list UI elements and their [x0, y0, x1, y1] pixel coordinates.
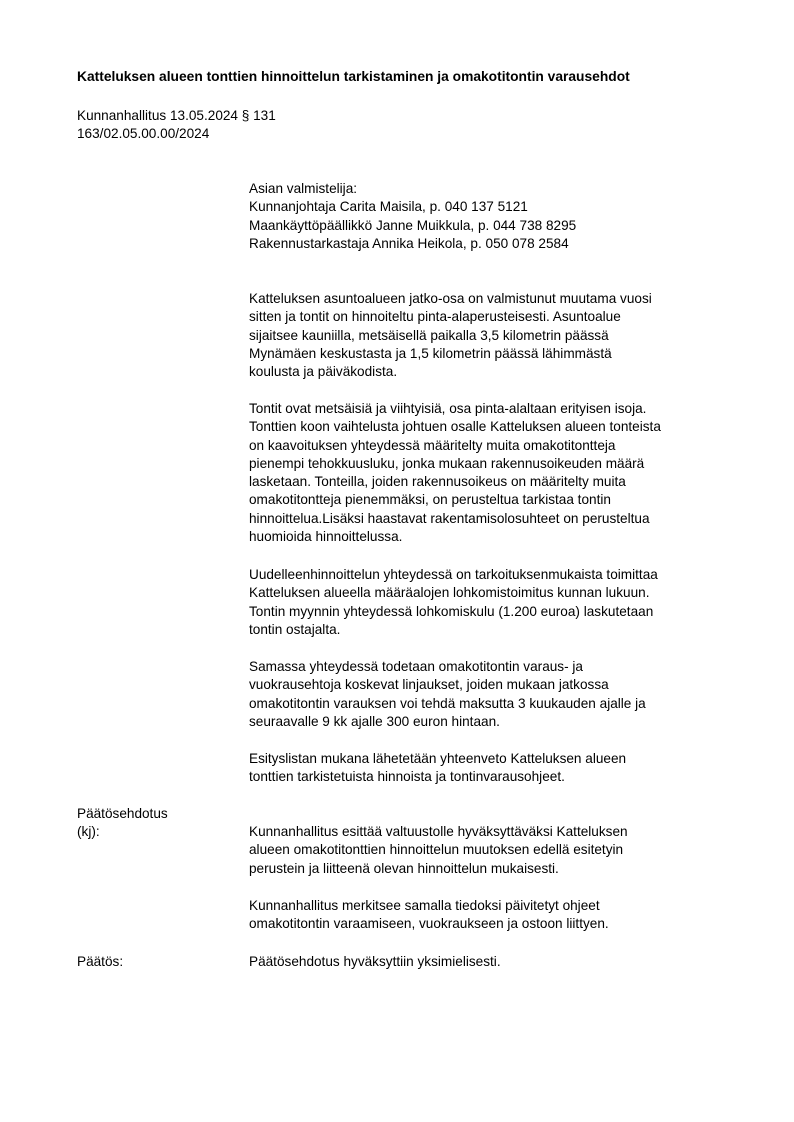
paragraph-line: on kaavoituksen yhteydessä määritelty muita omakotitontteja — [249, 437, 616, 453]
paragraph-line: omakotitontin varauksen voi tehdä maksutta 3 kuukauden ajalle ja — [249, 695, 646, 711]
proposal-paragraph-1 — [249, 823, 749, 878]
preparer-block — [249, 180, 749, 253]
paragraph-line: Tontit ovat metsäisiä ja viihtyisiä, osa pinta-alaltaan erityisen isoja. — [249, 401, 647, 416]
proposal-label-line-2: (kj): — [77, 824, 100, 840]
meeting-reference: Kunnanhallitus 13.05.2024 § 131 — [77, 108, 276, 123]
paragraph-line: Katteluksen alueella määräalojen lohkomistoimitus kunnan lukuun. — [249, 585, 650, 601]
paragraph-line: sitten ja tontit on hinnoiteltu pinta-alaperusteisesti. Asuntoalue — [249, 309, 621, 325]
body-paragraph-1 — [249, 290, 749, 381]
paragraph-line: lasketaan. Tonteilla, joiden rakennusoikeus on määritelty muita — [249, 474, 626, 490]
paragraph-line: Uudelleenhinnoittelun yhteydessä on tarkoituksenmukaista toimittaa — [249, 567, 658, 582]
body-paragraph-2 — [249, 400, 749, 546]
paragraph-line: Mynämäen keskustasta ja 1,5 kilometrin päässä lähimmästä — [249, 345, 612, 361]
paragraph-line: hinnoittelua.Lisäksi haastavat rakentamisolosuhteet on perusteltua — [249, 510, 650, 526]
proposal-label — [77, 805, 237, 842]
paragraph-line: koulusta ja päiväkodista. — [249, 364, 398, 380]
paragraph-line: sijaitsee kauniilla, metsäisellä paikalla 3,5 kilometrin päässä — [249, 327, 609, 343]
paragraph-line: Tontin myynnin yhteydessä lohkomiskulu (1.200 euroa) laskutetaan — [249, 603, 654, 619]
document-title: Katteluksen alueen tonttien hinnoittelun tarkistaminen ja omakotitontin varausehdot — [77, 69, 630, 84]
body-paragraph-5 — [249, 750, 749, 787]
preparer-person: Maankäyttöpäällikkö Janne Muikkula, p. 044 738 8295 — [249, 217, 577, 233]
paragraph-line: Kunnanhallitus esittää valtuustolle hyväksyttäväksi Katteluksen — [249, 824, 628, 839]
body-paragraph-3 — [249, 566, 749, 639]
record-id: 163/02.05.00.00/2024 — [77, 126, 210, 142]
decision-label: Päätös: — [77, 954, 124, 969]
paragraph-line: Samassa yhteydessä todetaan omakotitontin varaus- ja — [249, 659, 583, 674]
paragraph-line: seuraavalle 9 kk ajalle 300 euron hintaan. — [249, 713, 500, 729]
paragraph-line: tontin ostajalta. — [249, 621, 341, 637]
paragraph-line: pienempi tehokkuusluku, jonka mukaan rakennusoikeuden määrä — [249, 455, 645, 471]
paragraph-line: Esityslistan mukana lähetetään yhteenveto Katteluksen alueen — [249, 751, 627, 766]
paragraph-line: omakotitontin varaamiseen, vuokraukseen ja ostoon liittyen. — [249, 916, 609, 932]
paragraph-line: alueen omakotitonttien hinnoittelun muutoksen edellä esitetyin — [249, 842, 624, 858]
meeting-meta — [77, 107, 477, 144]
body-paragraph-4 — [249, 658, 749, 731]
paragraph-line: Tonttien koon vaihtelusta johtuen osalle Katteluksen alueen tonteista — [249, 419, 661, 435]
proposal-paragraph-2 — [249, 897, 749, 934]
paragraph-line: omakotitontteja pienemmäksi, on perusteltua tarkistaa tontin — [249, 492, 611, 508]
preparer-person: Kunnanjohtaja Carita Maisila, p. 040 137 5121 — [249, 199, 528, 215]
decision-text: Päätösehdotus hyväksyttiin yksimielisesti. — [249, 954, 501, 969]
paragraph-line: huomioida hinnoittelussa. — [249, 529, 403, 545]
paragraph-line: Katteluksen asuntoalueen jatko-osa on valmistunut muutama vuosi — [249, 291, 652, 306]
paragraph-line: tonttien tarkistetuista hinnoista ja tontinvarausohjeet. — [249, 769, 565, 785]
preparer-heading: Asian valmistelija: — [249, 181, 358, 196]
proposal-label-line-1: Päätösehdotus — [77, 806, 168, 821]
paragraph-line: Kunnanhallitus merkitsee samalla tiedoksi päivitetyt ohjeet — [249, 898, 600, 913]
paragraph-line: vuokrausehtoja koskevat linjaukset, joiden mukaan jatkossa — [249, 677, 609, 693]
paragraph-line: perustein ja liitteenä olevan hinnoittelun mukaisesti. — [249, 860, 559, 876]
preparer-person: Rakennustarkastaja Annika Heikola, p. 050 078 2584 — [249, 235, 569, 251]
